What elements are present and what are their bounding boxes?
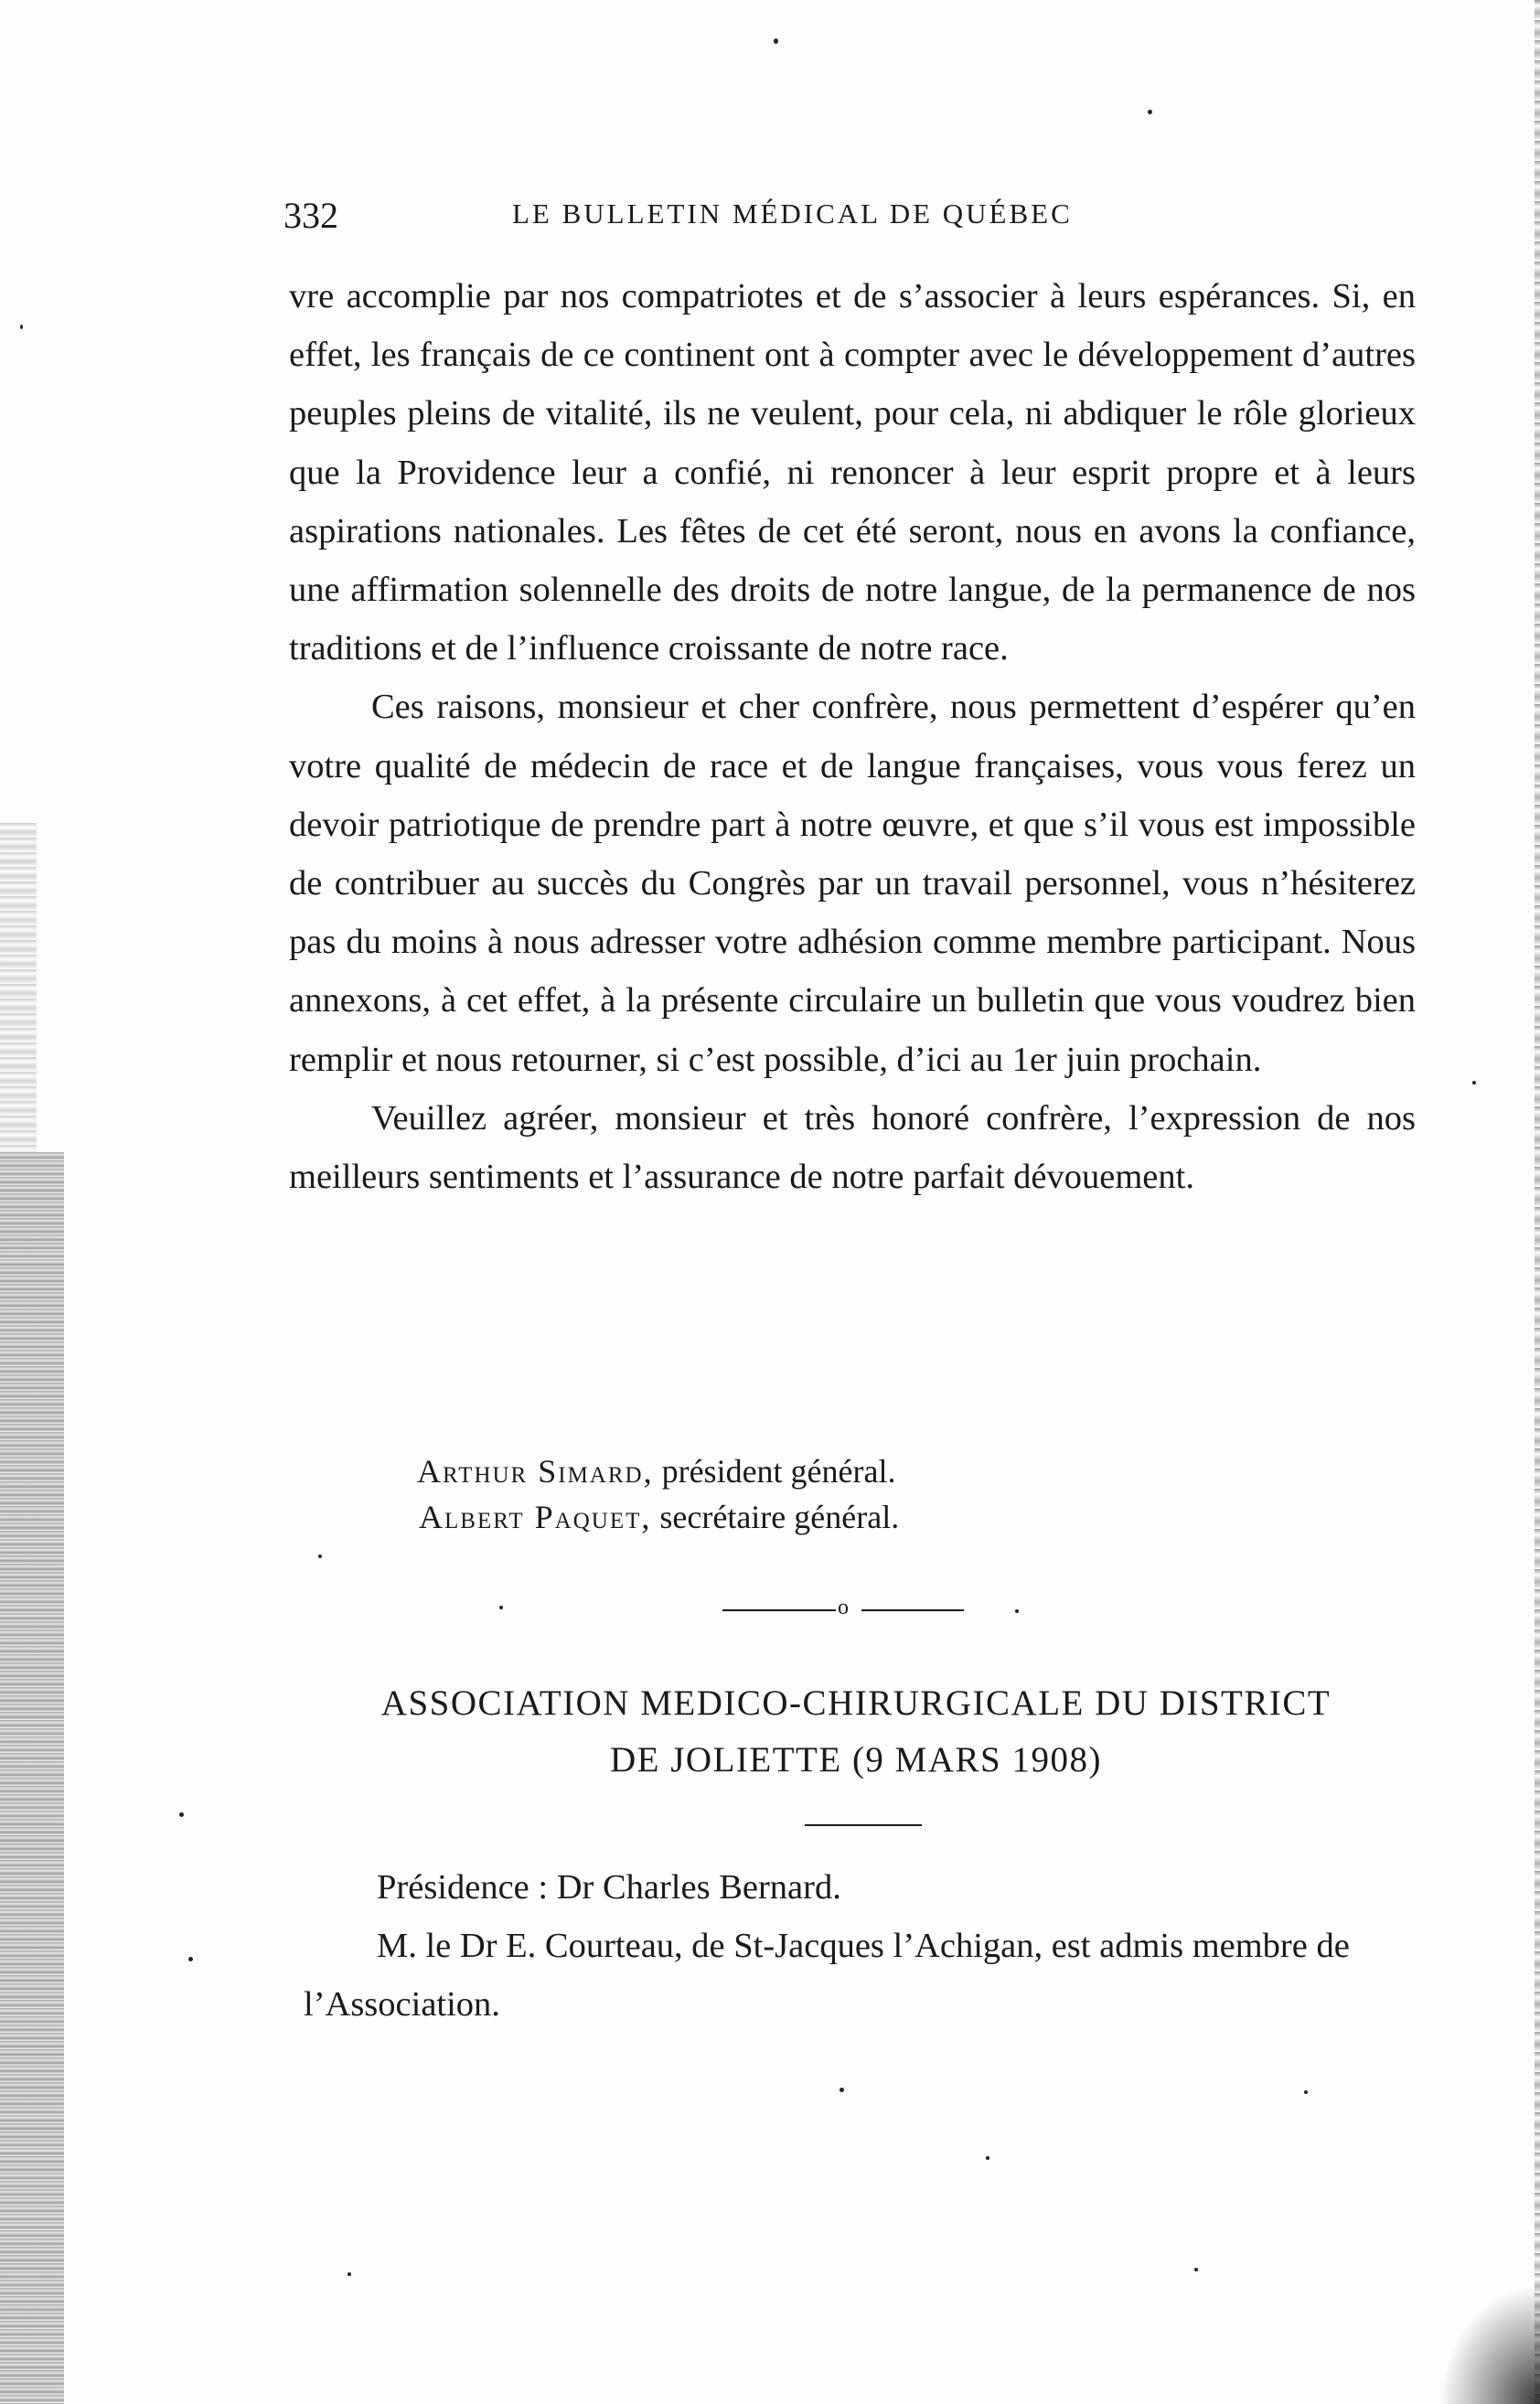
scan-speck: [348, 2272, 351, 2276]
section-heading-line-1: ASSOCIATION MEDICO-CHIRURGICALE DU DISTRICT: [380, 1683, 1331, 1723]
paragraph-1: vre accomplie par nos compatriotes et de s’associer à leurs espérances. Si, en effet, les français de ce continent ont à compter avec le développement d’autres peuples pleins de vitalité, ils ne veulent, pour cela, ni abdiquer le rôle glorieux que la Providence leur a confié, ni renoncer à leur esprit propre et à leurs aspirations nationales. Les fêtes de cet été seront, nous en avons la confiance, une affirmation solennelle des droits de notre langue, de la permanence de nos traditions et de l’influence croissante de notre race.: [289, 277, 1416, 668]
scan-speck: [188, 1957, 193, 1961]
section-heading-line-2: DE JOLIETTE (9 MARS 1908): [610, 1740, 1102, 1779]
paragraph-2: Ces raisons, monsieur et cher confrère, nous permettent d’espérer qu’en votre qualité de médecin de race et de langue françaises, vous vous ferez un devoir patriotique de prendre part à notre œuvre, et que s’il vous est impossible de contribuer au succès du Congrès par un travail personnel, vous n’hésiterez pas du moins à nous adresser votre adhésion comme membre participant. Nous annexons, à cet effet, à la présente circulaire un bulletin que vous voudrez bien remplir et nous retourner, si c’est possible, d’ici au 1er juin prochain.: [289, 688, 1416, 1079]
secretary-title: secrétaire général.: [651, 1499, 900, 1535]
scan-speck: [1194, 2268, 1198, 2271]
running-head: LE BULLETIN MÉDICAL DE QUÉBEC: [512, 198, 1073, 230]
scan-speck: [318, 1555, 322, 1558]
right-page-edge: [1535, 0, 1540, 2404]
section-heading: [293, 1675, 1419, 1789]
page-header: [283, 194, 1161, 240]
president-name: Arthur Simard,: [417, 1453, 654, 1490]
scan-speck: [986, 2156, 989, 2160]
secretary-name: Albert Paquet,: [419, 1499, 652, 1535]
scan-speck: [1304, 2090, 1308, 2094]
binding-shadow-upper: [0, 823, 37, 1152]
letter-body: [289, 267, 1416, 1206]
binding-shadow: [0, 1152, 64, 2404]
scan-speck: [1015, 1609, 1019, 1613]
meeting-minutes: [304, 1858, 1421, 2034]
scan-speck: [499, 1606, 503, 1609]
signature-secretary: [417, 1494, 899, 1540]
scan-speck: [20, 325, 23, 329]
minutes-admission: M. le Dr E. Courteau, de St-Jacques l’Achigan, est admis membre de l’Association.: [304, 1927, 1350, 2024]
page-number: 332: [283, 195, 338, 236]
scan-speck: [840, 2088, 844, 2092]
signature-block: [417, 1448, 899, 1540]
minutes-presidency: Présidence : Dr Charles Bernard.: [377, 1868, 841, 1907]
signature-president: [417, 1448, 899, 1494]
scan-speck: [1148, 110, 1152, 114]
corner-smudge: [1439, 2285, 1540, 2404]
section-divider: [722, 1596, 988, 1623]
paragraph-3: Veuillez agréer, monsieur et très honoré confrère, l’expression de nos meilleurs sentiments et l’assurance de notre parfait dévouement.: [289, 1098, 1416, 1197]
scan-speck: [179, 1812, 184, 1817]
divider-line-right: [861, 1609, 964, 1611]
divider-line-left: [722, 1609, 836, 1611]
short-rule: [805, 1824, 922, 1826]
scan-speck: [774, 38, 778, 44]
divider-ornament: o: [838, 1596, 849, 1619]
scan-speck: [1472, 1081, 1476, 1084]
president-title: président général.: [653, 1453, 896, 1490]
